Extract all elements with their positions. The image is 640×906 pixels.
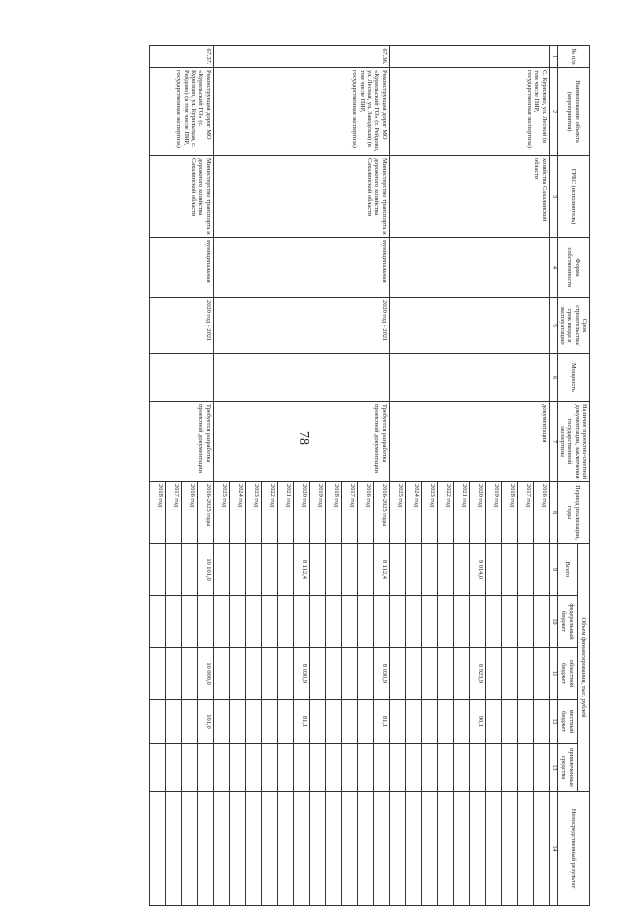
period-year: 2018 год [325,482,341,544]
local-amount [309,700,325,744]
period-year: 2016-2025 годы [373,482,389,544]
period-year: 2024 год [405,482,421,544]
header-total: Всего [557,544,577,596]
result-cell [437,792,453,906]
local-amount [213,700,229,744]
ownership-form [389,238,549,298]
regional-amount: 8 030,9 [293,648,309,700]
result-cell [293,792,309,906]
local-amount [437,700,453,744]
regional-amount [245,648,261,700]
regional-amount [277,648,293,700]
table-row [373,46,389,906]
local-amount [501,700,517,744]
period-year: 2024 год [229,482,245,544]
column-number: 4 [549,238,557,298]
local-amount [229,700,245,744]
federal-amount [277,596,293,648]
result-cell [245,792,261,906]
local-amount [261,700,277,744]
local-amount [165,700,181,744]
grbs-executor: Министерство транспорта и дорожного хозяйства Сахалинской области [149,156,213,238]
total-amount [341,544,357,596]
result-cell [421,792,437,906]
row-number [389,46,549,68]
regional-amount [341,648,357,700]
local-amount: 81,1 [293,700,309,744]
total-amount [165,544,181,596]
regional-amount [165,648,181,700]
column-number: 11 [549,648,557,700]
column-number: 6 [549,354,557,402]
result-cell [341,792,357,906]
header-no: № п/п [557,46,589,68]
total-amount [357,544,373,596]
result-cell [501,792,517,906]
total-amount [277,544,293,596]
period-year: 2025 год [389,482,405,544]
total-amount: 8 112,4 [293,544,309,596]
other-amount [197,744,213,792]
federal-amount [181,596,197,648]
period-year: 2017 год [341,482,357,544]
result-cell [229,792,245,906]
local-amount [341,700,357,744]
period-year: 2020 год [469,482,485,544]
period-year: 2021 год [277,482,293,544]
total-amount: 10 101,0 [197,544,213,596]
header-capacity: Мощность [557,354,589,402]
other-amount [325,744,341,792]
federal-amount [501,596,517,648]
other-amount [533,744,549,792]
total-amount [245,544,261,596]
regional-amount: 8 923,9 [469,648,485,700]
other-amount [405,744,421,792]
federal-amount [389,596,405,648]
header-responsible: Непосредственный результат [557,792,589,906]
construction-term: 2020 год - 2021 [213,298,389,354]
period-year: 2018 год [149,482,165,544]
result-cell [181,792,197,906]
object-name: Реконструкция дорог МО «Курильский ГО» (г. Рейдово, ул. Лесная, ул. Заводская) (в том числе ПИР, государственная экспертиза) [213,68,389,156]
table-body [149,46,549,906]
regional-amount [405,648,421,700]
regional-amount [533,648,549,700]
capacity [389,354,549,402]
period-year: 2025 год [213,482,229,544]
federal-amount [469,596,485,648]
documentation-status: документация [389,402,549,482]
regional-amount [453,648,469,700]
total-amount [405,544,421,596]
local-amount [245,700,261,744]
total-amount [325,544,341,596]
total-amount [149,544,165,596]
total-amount [517,544,533,596]
regional-amount [421,648,437,700]
federal-amount [421,596,437,648]
result-cell [261,792,277,906]
object-name: Реконструкция дорог МО «Курильский ГО» (с. Курилово, ул. Курильская, с. Рейдово) (в том числе ПИР, государственная экспертиза) [149,68,213,156]
total-amount [309,544,325,596]
federal-amount [341,596,357,648]
local-amount [325,700,341,744]
regional-amount [357,648,373,700]
header-finance-group: Объем финансирования, тыс. рублей [578,544,590,792]
result-cell [389,792,405,906]
ownership-form: муниципальная [149,238,213,298]
capacity [213,354,389,402]
row-number: 67.37. [149,46,213,68]
other-amount [229,744,245,792]
table-row [533,46,549,906]
financing-table [149,45,590,906]
column-number: 7 [549,402,557,482]
other-amount [501,744,517,792]
federal-amount [197,596,213,648]
header-federal: федеральный бюджет [557,596,577,648]
total-amount [437,544,453,596]
period-year: 2018 год [501,482,517,544]
header-docs: Наличие проектно-сметной документации, заключения государственной экспертизы [557,402,589,482]
other-amount [165,744,181,792]
result-cell [165,792,181,906]
other-amount [517,744,533,792]
federal-amount [149,596,165,648]
column-number: 1 [549,46,557,68]
column-number-row [549,46,557,906]
local-amount [357,700,373,744]
period-year: 2016-2025 годы [197,482,213,544]
other-amount [421,744,437,792]
construction-term [389,298,549,354]
total-amount [229,544,245,596]
total-amount [213,544,229,596]
page-number: 78 [296,431,311,445]
federal-amount [165,596,181,648]
regional-amount [437,648,453,700]
total-amount [533,544,549,596]
total-amount [261,544,277,596]
other-amount [453,744,469,792]
period-year: 2016 год [357,482,373,544]
other-amount [309,744,325,792]
other-amount [469,744,485,792]
column-number: 5 [549,298,557,354]
documentation-status: Требуется разработка проектной документации [149,402,213,482]
regional-amount [181,648,197,700]
period-year: 2016 год [533,482,549,544]
result-cell [309,792,325,906]
result-cell [469,792,485,906]
total-amount [501,544,517,596]
result-cell [517,792,533,906]
federal-amount [229,596,245,648]
regional-amount [213,648,229,700]
period-year: 2022 год [261,482,277,544]
other-amount [437,744,453,792]
total-amount [453,544,469,596]
federal-amount [453,596,469,648]
documentation-status: Требуется разработка проектной документации [213,402,389,482]
header-period: Период реализации, годы [557,482,589,544]
other-amount [245,744,261,792]
other-amount [261,744,277,792]
row-number: 67.36. [213,46,389,68]
federal-amount [373,596,389,648]
regional-amount [485,648,501,700]
object-name: С. Курилово, ул. Лесной (в том числе ПИР, государственная экспертиза) [389,68,549,156]
total-amount [181,544,197,596]
local-amount: 90,1 [469,700,485,744]
period-year: 2019 год [485,482,501,544]
total-amount [389,544,405,596]
other-amount [373,744,389,792]
grbs-executor: Министерство транспорта и дорожного хозяйства Сахалинской области [213,156,389,238]
result-cell [373,792,389,906]
regional-amount [389,648,405,700]
federal-amount [357,596,373,648]
regional-amount [261,648,277,700]
result-cell [213,792,229,906]
column-number: 2 [549,68,557,156]
header-term: Срок строительства/ срок ввода в эксплуатацию [557,298,589,354]
grbs-executor: хозяйства Сахалинской области [389,156,549,238]
other-amount [357,744,373,792]
result-cell [405,792,421,906]
regional-amount [501,648,517,700]
result-cell [453,792,469,906]
period-year: 2021 год [453,482,469,544]
total-amount: 8 112,4 [373,544,389,596]
period-year: 2017 год [165,482,181,544]
period-year: 2016 год [181,482,197,544]
rotated-table-sheet [50,45,590,905]
federal-amount [213,596,229,648]
column-number: 13 [549,744,557,792]
column-number: 12 [549,700,557,744]
total-amount [485,544,501,596]
other-amount [389,744,405,792]
local-amount [453,700,469,744]
other-amount [277,744,293,792]
federal-amount [293,596,309,648]
column-number: 3 [549,156,557,238]
federal-amount [517,596,533,648]
result-cell [277,792,293,906]
federal-amount [437,596,453,648]
other-amount [341,744,357,792]
period-year: 2023 год [245,482,261,544]
result-cell [149,792,165,906]
regional-amount: 10 000,0 [197,648,213,700]
header-name: Наименование объекта (мероприятия) [557,68,589,156]
period-year: 2020 год [293,482,309,544]
local-amount [149,700,165,744]
regional-amount [325,648,341,700]
result-cell [357,792,373,906]
header-local: местный бюджет [557,700,577,744]
other-amount [293,744,309,792]
column-number: 10 [549,596,557,648]
federal-amount [405,596,421,648]
header-grbs: ГРБС (исполнитель) [557,156,589,238]
total-amount [421,544,437,596]
federal-amount [325,596,341,648]
federal-amount [261,596,277,648]
capacity [149,354,213,402]
ownership-form: муниципальная [213,238,389,298]
local-amount [517,700,533,744]
local-amount [181,700,197,744]
local-amount: 101,0 [197,700,213,744]
other-amount [181,744,197,792]
period-year: 2023 год [421,482,437,544]
local-amount [389,700,405,744]
regional-amount: 8 030,9 [373,648,389,700]
local-amount [485,700,501,744]
other-amount [213,744,229,792]
regional-amount [229,648,245,700]
local-amount: 81,1 [373,700,389,744]
header-form: Форма собственности [557,238,589,298]
local-amount [277,700,293,744]
column-number: 9 [549,544,557,596]
federal-amount [309,596,325,648]
local-amount [421,700,437,744]
table-row [197,46,213,906]
local-amount [405,700,421,744]
other-amount [485,744,501,792]
header-regional: областной бюджет [557,648,577,700]
regional-amount [309,648,325,700]
period-year: 2017 год [517,482,533,544]
result-cell [197,792,213,906]
period-year: 2022 год [437,482,453,544]
period-year: 2019 год [309,482,325,544]
result-cell [325,792,341,906]
regional-amount [149,648,165,700]
column-number: 8 [549,482,557,544]
column-number: 14 [549,792,557,906]
federal-amount [485,596,501,648]
total-amount: 9 014,0 [469,544,485,596]
local-amount [533,700,549,744]
result-cell [533,792,549,906]
federal-amount [245,596,261,648]
header-other: привлеченные средства [557,744,577,792]
other-amount [149,744,165,792]
construction-term: 2020 год - 2021 [149,298,213,354]
federal-amount [533,596,549,648]
regional-amount [517,648,533,700]
result-cell [485,792,501,906]
